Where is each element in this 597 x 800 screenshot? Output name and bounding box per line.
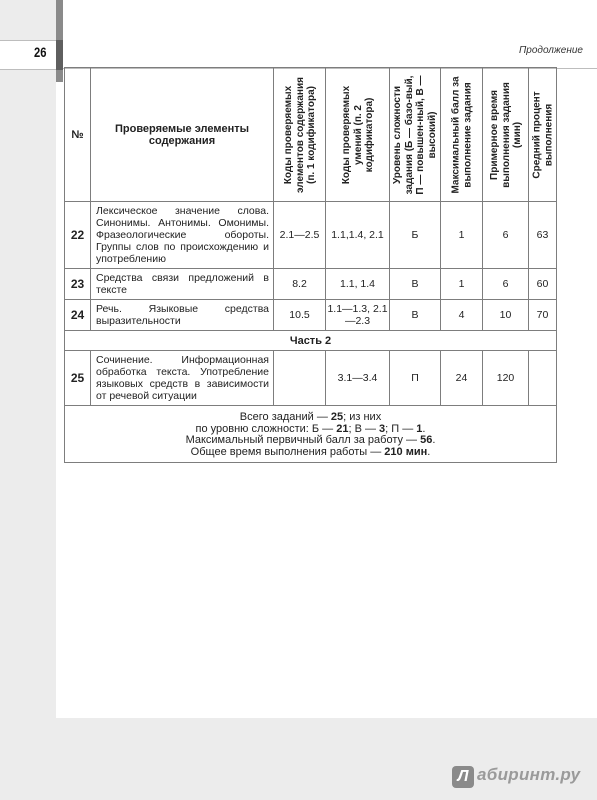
- task-table: [64, 67, 557, 463]
- row-level: В: [390, 300, 441, 331]
- row-skill-codes: 1.1, 1.4: [326, 269, 390, 300]
- page-number-bar: [56, 40, 63, 70]
- row-level: В: [390, 269, 441, 300]
- row-max-score: 1: [441, 269, 483, 300]
- row-max-score: 24: [441, 351, 483, 406]
- header-topic: Проверяемые элементы содержания: [91, 68, 274, 202]
- row-content-codes: 2.1—2.5: [274, 202, 326, 269]
- row-level: Б: [390, 202, 441, 269]
- row-skill-codes: 3.1—3.4: [326, 351, 390, 406]
- row-time: 10: [483, 300, 529, 331]
- summary-line-total: Всего заданий — 25; из них: [239, 411, 382, 423]
- header-max-score: Максимальный балл за выполнение задания: [441, 68, 483, 202]
- row-percent: 63: [529, 202, 557, 269]
- page-number: 26: [34, 44, 47, 60]
- table-row: [65, 351, 557, 406]
- table-row: [65, 300, 557, 331]
- row-max-score: 1: [441, 202, 483, 269]
- header-level: Уровень сложности задания (Б — базо-вый, П — повышен-ный, В — высокий): [390, 68, 441, 202]
- row-level: П: [390, 351, 441, 406]
- row-percent: 60: [529, 269, 557, 300]
- row-max-score: 4: [441, 300, 483, 331]
- header-percent: Средний процент выполнения: [529, 68, 557, 202]
- continuation-label: Продолжение: [519, 45, 583, 56]
- row-num: 22: [65, 202, 91, 269]
- row-time: 6: [483, 202, 529, 269]
- row-topic: Сочинение. Информационная обработка текста. Употребление языковых средств в зависимости от речевой ситуации: [91, 351, 274, 406]
- table-row: [65, 202, 557, 269]
- row-topic: Средства связи предложений в тексте: [91, 269, 274, 300]
- row-topic: Речь. Языковые средства выразительности: [91, 300, 274, 331]
- summary-line-max-score: Максимальный первичный балл за работу — 56.: [185, 434, 436, 446]
- row-num: 23: [65, 269, 91, 300]
- row-content-codes: 10.5: [274, 300, 326, 331]
- row-content-codes: [274, 351, 326, 406]
- row-skill-codes: 1.1—1.3, 2.1—2.3: [326, 300, 390, 331]
- header-skill-codes: Коды проверяемых умений (п. 2 кодификатора): [326, 68, 390, 202]
- table-row: [65, 269, 557, 300]
- row-percent: 70: [529, 300, 557, 331]
- row-num: 25: [65, 351, 91, 406]
- part-2-label: Часть 2: [65, 331, 557, 351]
- row-topic: Лексическое значение слова. Синонимы. Антонимы. Омонимы. Фразеологические обороты. Группы слов по происхождению и употреблению: [91, 202, 274, 269]
- row-skill-codes: 1.1,1.4, 2.1: [326, 202, 390, 269]
- row-time: 6: [483, 269, 529, 300]
- summary-line-time: Общее время выполнения работы — 210 мин.: [190, 445, 431, 458]
- header-time: Примерное время выполнения задания (мин): [483, 68, 529, 202]
- row-time: 120: [483, 351, 529, 406]
- labirint-watermark: абиринт.ру: [477, 765, 581, 784]
- labirint-logo-icon: Л: [452, 766, 474, 788]
- row-percent: [529, 351, 557, 406]
- summary-line-levels: по уровню сложности: Б — 21; В — 3; П — 1.: [195, 422, 426, 435]
- row-content-codes: 8.2: [274, 269, 326, 300]
- table-header-row: [65, 68, 557, 202]
- summary-text: [65, 406, 557, 463]
- row-num: 24: [65, 300, 91, 331]
- page-number-box: [0, 40, 56, 70]
- header-content-codes: Коды проверяемых элементов содержания (п. 1 кодификатора): [274, 68, 326, 202]
- header-num: №: [65, 68, 91, 202]
- summary-row: [65, 406, 557, 463]
- part-2-row: [65, 331, 557, 351]
